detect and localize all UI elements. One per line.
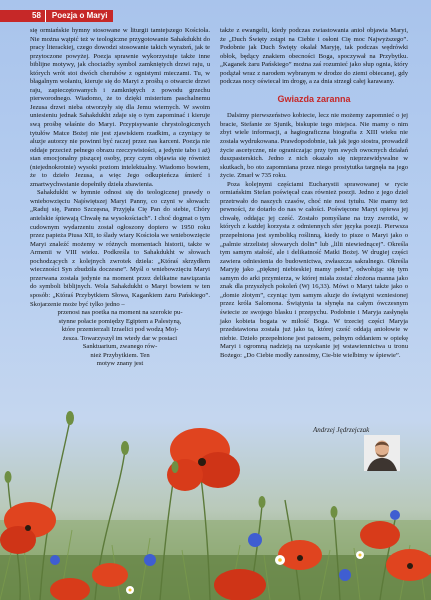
text-line: motyw znany jest [96, 360, 144, 368]
text-line: Sanktuarium, zwanego rów- [82, 343, 158, 351]
author-name: Andrzej Jędrzejczak [313, 426, 370, 434]
section-title: Poezja o Maryi [45, 10, 114, 22]
text-line: przenosi nas poetka na moment na szerokie pu- [57, 309, 183, 317]
page-number: 58 [0, 10, 45, 22]
left-column [30, 27, 210, 369]
text-line: nież Przybytkiem. Ten [90, 351, 150, 359]
right-column [220, 27, 408, 360]
paragraph: Poza kolejnymi częściami Eucharystii sprawowanej w rycie ormiańskim Stefan poświęcał czas również poezji. Jedno z jego dzieł przetrwało do naszych czasów, choć nie nosi tytułu. Nie mamy też pewności, że dotarło do nas w całości. Poświęcone Maryi opiewa jej chwałę, oddając jej cześć. Zostało pomyślane na trzy zwrotki, w których z każdej korzysta z odmiennych sfer języka poezji. Pierwsza przepełniona jest symboliką roślinną, kiedy to pisze o Maryi jako o „palmie strzelistej słowarych dolin” lub „lilii niewiednącej”. Określa tym samym stałość, ale i delikatność Matki Bożej. W drugiej części zawiera odniesienia do budownictwa, zwłaszcza sakralnego. Określa Maryję jako „pięknej niebieskiej mamy pełen”, odwołując się tym samym do arki przymierza, w której miała zostać złożona manna jako znak dla przyszłych pokoleń (Wj 16,33). Mówi o Maryi także jako o „domie złotym”, czyniąc tym samym aluzje do świątyni wzniesionej przez króla Salomona. Świątynia ta słynęła na całym ówczesnym świecie ze swojego blasku i przepychu. Podobnie i Maryja zasłynęła jako kobieta bogata w miłość Boga. W trzeciej części Maryja przedstawiona została już jako ta, której cześć oddają aniołowie w niebie. Dzieło przepełnione jest patosem, pełnym oddaniem w opiekę Maryi i ogromną nadzieją na uzyskanie jej wstawiennictwa u tronu Bożego: „Do Ciebie modły zanosimy, Cie-bie wielbimy w śpiewie”. [220, 180, 408, 359]
text-line: stynne połacie pomiędzy Egiptem a Palestyną, [58, 317, 182, 325]
page-header [0, 10, 113, 22]
text-line: żesza. Towarzyszył im wtedy dar w postaci [62, 334, 178, 342]
section-heading: Gwiazda zaranna [277, 93, 351, 104]
paragraph: także z ewangelii, kiedy podczas zwiastowania anioł objawia Maryi, że „Duch Święty zstąpi na Ciebie i osłoni Cię moc Najwyższego”. Podobnie jak Duch Święty okalał Maryję, tak podczas wędrówki obłok, będący znakiem obecności Boga, spoczywał na Przybytku. „Kaganek żaru Pańskiego” można zaś rozumieć jako słup ognia, który podążał wraz z narodem wybranym w drodze do ziemi obiecanej, gdy podczas nocy oświecał im drogę, a za dnia strzegł całej karawany. [220, 27, 408, 86]
text-line: które przemierzali Izraelici pod wodzą Moj- [61, 326, 179, 334]
paragraph: Dalsimy pierwszeństwo kobiecie, lecz nie możemy zapomnieć o jej bracie, Stefanie ze Sjunik, biskupie tego miejsca. Nie mamy o nim zbyt wiele informacji, a hagiograficzna biografia z XIII wieku nie została wydrukowana. Prawdopodobnie, tak jak jego siostra, prowadził życie ascetyczne, nie ograniczając przy tym swych owocnych działań duszpasterskich. Jedno z nich okazało się nieprzewidywalne w skutkach, bo oto zapomniana przez niego prostytutka targnęła na jego życie. Zmarł w 735 roku. [220, 112, 408, 180]
paragraph: się ormiańskie hymny stosowane w liturgii tamtejszego Kościoła. Nie można wątpić też w teologiczne przygotowanie Sahakdukht do pracy literackiej, czego dowodzi stosowanie takich wyrażeń, jak te przytoczone powyżej. Poezja sprawnie wykorzystuje także inne biblijne motywy, jak chociażby symbol zamkniętych drzwi raju, u których wrót stoi dwóch cherubów z ognistymi mieczami. Tu, w błagalnym wołaniu, kieruje się do Maryi z prośbą o otwarcie drzwi raju, zapieczętowanych i zamkniętych z powodu grzechu pierworodnego. Wiadomo, że to dzięki misterium paschalnemu Jezusa drzwi nieba otworzyły się dla Jemu wiernych. W swoim uniesieniu jednak Sahakdukht zdaje się o tym zapominać i kieruje swą prośbę właśnie do Maryi. Przypisywanie chrystologicznych tytułów Matce Bożej nie jest zjawiskiem rzadkim, a czyniący te aluzje autorzy nie powinni być raczej przez nas karceni. Poezja nie oddaje przecież pełnego obrazu rzeczywistości, a jedynie tabo i aż) stan emocjonalny piszącej osoby, przy czym objawia się również (niejednokrotnie) wysoki poziom intelektualny. Wiadomo bowiem, że to dzieło Jezusa, a więc Jego odkupieńcza śmierć i zmartwychwstanie dopełniły dzieła zbawienia. [30, 27, 210, 188]
paragraph: Sahakdukht w hymnie odnosi się do teologicznej prawdy o wniebowzięciu Najświętszej Maryi Panny, co czyni w słowach: „Raduj się, Panno Szczęsna, Przyjęła Cię Pan do siebie, Chóry anielskie śpiewają Chwałę na wysokościach”. I choć dogmat o tym cudownym wydarzeniu został ogłoszony dopiero w 1950 roku przez papieża Piusa XII, to ślady wiary Kościoła we wniebowzięcie Maryi znaleźć możemy w różnych momentach historii, także w Armenii w VIII wieku. Podkreśla to Sahakdukht w słowach pochodzących z kolejnych zwrotek dzieła: „Któraś skrzydłem wieczności Syn zbudziła doczesne”. Myśl o wniebowzięciu Maryi przerwana została jedynie na moment przez delikatne nawiązania do symboli biblijnych. Wola Sahakdukht o Maryi bowiem w ten sposób: „Któraś Przybytkiem Słowa, Kagankiem żaru Pańskiego”. Skojarzenie może być tylko jedno – [30, 189, 210, 308]
author-photo [364, 435, 400, 471]
